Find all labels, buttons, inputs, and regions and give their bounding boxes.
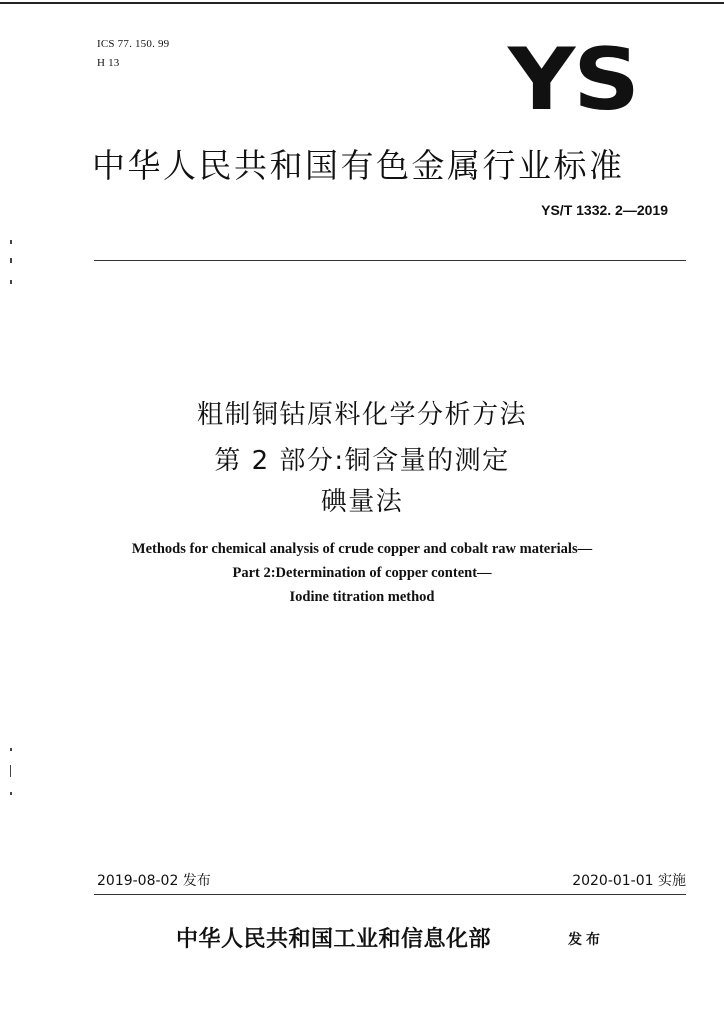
chinese-title-line-2: 第 2 部分:铜含量的测定 [214, 446, 510, 476]
organization-title: 中华人民共和国有色金属行业标准 [92, 146, 625, 185]
scan-mark [10, 258, 12, 263]
category-code: H 13 [97, 57, 120, 69]
chinese-title-line-3: 碘量法 [320, 487, 404, 517]
top-border-line [0, 2, 724, 4]
issue-label: 发布 [568, 932, 604, 948]
standard-number: YS/T 1332. 2—2019 [541, 202, 668, 218]
scan-mark [10, 240, 12, 244]
ys-logo: YS [508, 30, 638, 130]
publish-date: 2019-08-02 发布 [97, 873, 211, 889]
implement-date: 2020-01-01 实施 [572, 873, 686, 889]
english-title-line-3: Iodine titration method [289, 589, 435, 605]
scan-mark [10, 792, 12, 795]
chinese-title-line-1: 粗制铜钴原料化学分析方法 [196, 400, 527, 430]
ics-code: ICS 77. 150. 99 [97, 38, 170, 50]
scan-mark [10, 748, 12, 751]
header-divider [94, 260, 686, 261]
scan-mark [10, 280, 12, 284]
issuing-authority: 中华人民共和国工业和信息化部 [176, 926, 492, 952]
english-title-line-2: Part 2:Determination of copper content— [232, 565, 492, 581]
footer-divider [94, 894, 686, 895]
english-title-line-1: Methods for chemical analysis of crude copper and cobalt raw materials— [131, 541, 593, 557]
scan-mark [10, 765, 11, 777]
